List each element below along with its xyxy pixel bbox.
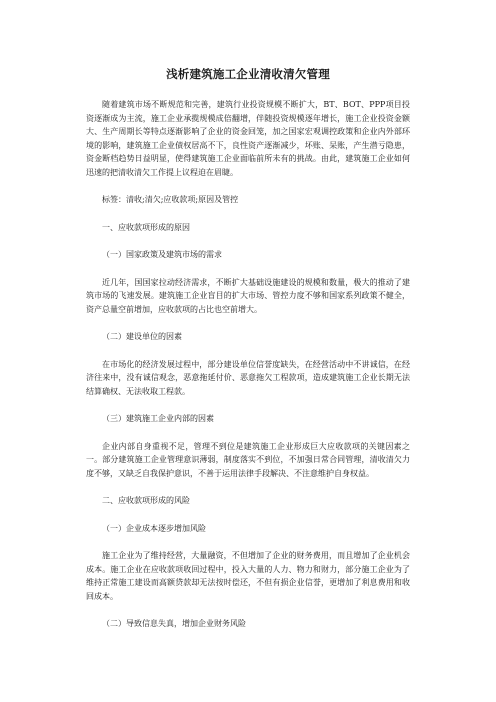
section-2-heading: 二、应收款项形成的风险 [102,496,190,505]
section-1-1-heading: （一）国家政策及建筑市场的需求 [102,250,222,259]
intro-paragraph: 随着建筑市场不断规范和完善，建筑行业投资规模不断扩大，BT、BOT、PPP项目投资逐渐成为主流，施工企业承揽规模成倍翻增，伴随投资规模逐年增长，施工企业投资金额大、生产周期长等特点逐渐影响了企业的资金回笼，加之国家宏观调控政策和企业内外部环境的影响，建筑施工企业债权居高不下，良性资产逐渐减少，坏账、呆账，产生潜亏隐患，资金断档趋势日益明显，使得建筑施工企业面临前所未有的挑战。由此，建筑施工企业如何迅速的把清收清欠工作提上议程迫在眉睫。 [86,100,410,177]
document-body [86,98,410,645]
section-1-2-paragraph: 在市场化的经济发展过程中，部分建设单位信誉度缺失，在经营活动中不讲诚信，在经济往来中，没有诚信观念，恶意拖延付价、恶意拖欠工程款项，造成建筑施工企业长期无法结算确权、无法收取工程款。 [86,359,410,396]
section-1-3-paragraph: 企业内部自身重视不足，管理不到位是建筑施工企业形成巨大应收款项的关键因素之一。部分建筑施工企业管理意识薄弱，制度落实不到位，不加强日常合同管理，清收清欠力度不够，又缺乏自我保护意识，不善于运用法律手段解决、不注意维护自身权益。 [86,441,410,478]
section-1-2-heading: （二）建设单位的因素 [102,332,182,341]
section-1-heading: 一、应收款项形成的原因 [102,222,190,232]
keywords-line: 标签：清收;清欠;应收款项;原因及管控 [102,195,239,204]
section-2-1-paragraph: 施工企业为了维持经营，大量融资，不但增加了企业的财务费用，而且增加了企业机会成本。施工企业在应收款项收回过程中，投入大量的人力、物力和财力，部分施工企业为了维持正常施工建设而高额贷款却无法按时偿还，不但有损企业信誉，更增加了利息费用和收回成本。 [86,551,410,601]
section-2-2-heading: （二）导致信息失真，增加企业财务风险 [102,619,246,628]
section-2-1-heading: （一）企业成本逐步增加风险 [102,523,206,533]
document-title: 浅析建筑施工企业清收清欠管理 [166,67,330,81]
section-1-3-heading: （三）建筑施工企业内部的因素 [102,414,214,423]
section-1-1-paragraph: 近几年，国国家拉动经济需求，不断扩大基础设施建设的规模和数量，极大的推动了建筑市场的飞速发展。建筑施工企业盲目的扩大市场、管控力度不够和国家系列政策不健全，资产总量空前增加，应收款项的占比也空前增大。 [86,277,410,314]
